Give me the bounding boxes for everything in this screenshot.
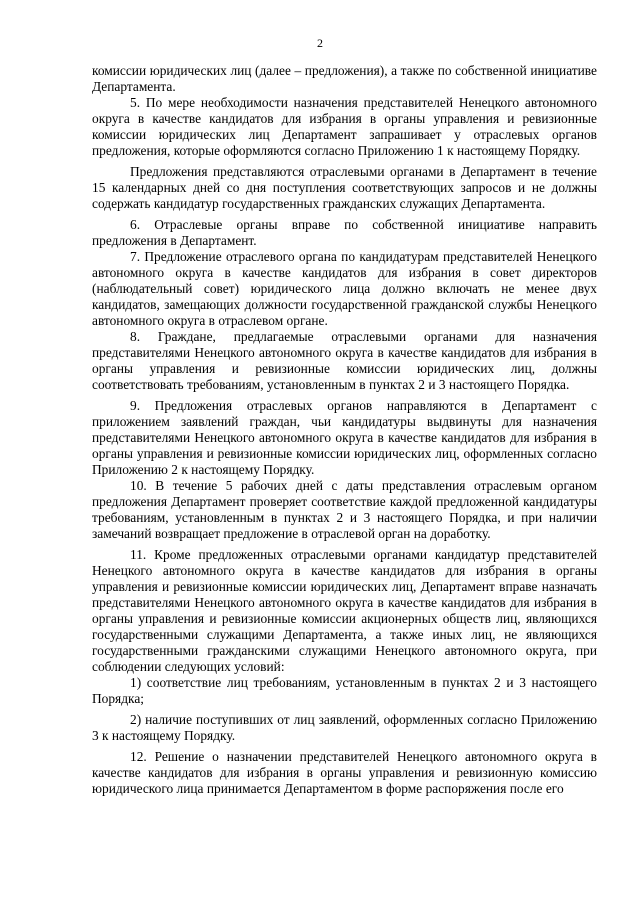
page-number: 2 [317, 36, 323, 50]
paragraph-10: 10. В течение 5 рабочих дней с даты представления отраслевым органом предложения Департамент проверяет соответствие каждой предложенной кандидатуры требованиям, установленным в пунктах 2 и 3 настоящего Порядка, и при наличии замечаний возвращает предложение в отраслевой орган на доработку. [92, 478, 597, 541]
paragraph-5: 5. По мере необходимости назначения представителей Ненецкого автономного округа в качестве кандидатов для избрания в органы управления и ревизионные комиссии юридических лиц Департамент запрашивает у отраслевых органов предложения, которые оформляются согласно Приложению 1 к настоящему Порядку. [92, 95, 597, 158]
paragraph-6: 6. Отраслевые органы вправе по собственной инициативе направить предложения в Департамент. [92, 217, 597, 248]
paragraph-9: 9. Предложения отраслевых органов направляются в Департамент с приложением заявлений граждан, чьи кандидатуры выдвинуты для назначения представителями Ненецкого автономного округа в качестве кандидатов для избрания в органы управления и ревизионные комиссии юридических лиц, оформленных согласно Приложению 2 к настоящему Порядку. [92, 398, 597, 477]
paragraph-11: 11. Кроме предложенных отраслевыми органами кандидатур представителей Ненецкого автономного округа в качестве кандидатов для избрания в органы управления и ревизионные комиссии юридических лиц, Департамент вправе назначать представителями Ненецкого автономного округа в качестве кандидатов для избрания в органы управления и ревизионные комиссии акционерных обществ лиц, являющихся государственными служащими Департамента, а также иных лиц, не являющихся государственными гражданскими служащими Ненецкого автономного округа, при соблюдении следующих условий: [92, 547, 597, 674]
paragraph-8: 8. Граждане, предлагаемые отраслевыми органами для назначения представителями Ненецкого автономного округа в качестве кандидатов для избрания в органы управления и ревизионные комиссии юридических лиц, должны соответствовать требованиям, установленным в пунктах 2 и 3 настоящего Порядка. [92, 329, 597, 392]
condition-1: 1) соответствие лиц требованиям, установленным в пунктах 2 и 3 настоящего Порядка; [92, 675, 597, 706]
condition-2: 2) наличие поступивших от лиц заявлений, оформленных согласно Приложению 3 к настоящему Порядку. [92, 712, 597, 743]
paragraph-5-deadline: Предложения представляются отраслевыми органами в Департамент в течение 15 календарных дней со дня поступления соответствующих запросов и не должны содержать кандидатур государственных гражданских служащих Департамента. [92, 164, 597, 211]
paragraph-12: 12. Решение о назначении представителей Ненецкого автономного округа в качестве кандидатов для избрания в органы управления и ревизионную комиссию юридического лица принимается Департаментом в форме распоряжения после его [92, 749, 597, 796]
paragraph-continuation: комиссии юридических лиц (далее – предложения), а также по собственной инициативе Департамента. [92, 63, 597, 94]
document-body [92, 63, 597, 797]
paragraph-7: 7. Предложение отраслевого органа по кандидатурам представителей Ненецкого автономного округа в качестве кандидатов для избрания в совет директоров (наблюдательный совет) юридического лица должно включать не менее двух кандидатов, замещающих должности государственной гражданской службы Ненецкого автономного округа в отраслевом органе. [92, 249, 597, 328]
